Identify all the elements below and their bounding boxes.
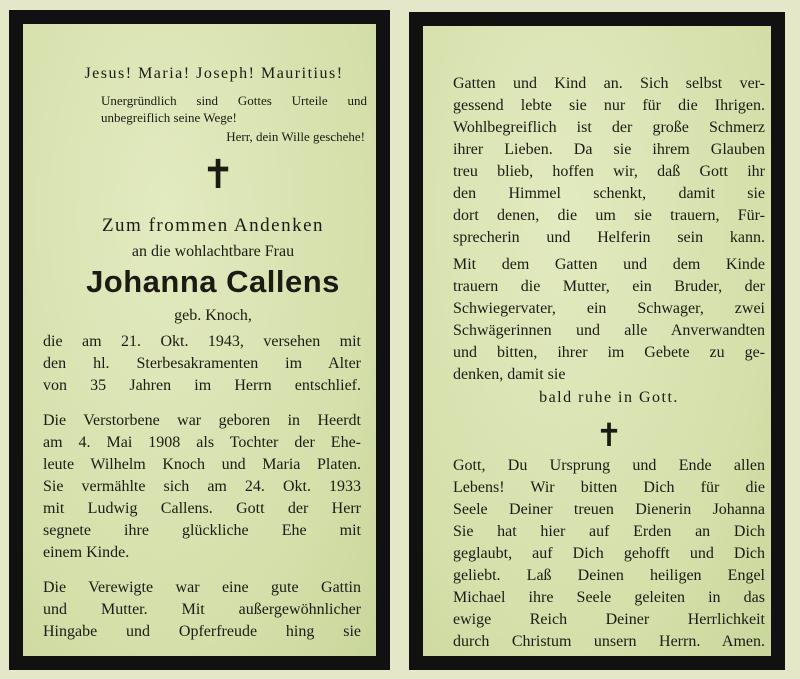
cross-icon: ✝	[201, 152, 235, 198]
text-line: ihrer Lieben. Da sie ihrem Glauben	[453, 141, 765, 158]
prayer-line: durch Christum unsern Herrn. Amen.	[453, 633, 765, 650]
prayer-line: Sie hat hier auf Erden an Dich	[453, 523, 765, 540]
text-line: sprecherin und Helferin sein kann.	[453, 229, 765, 246]
text-line: Hingabe und Opferfreude hing sie	[43, 623, 361, 640]
text-line: Die Verewigte war eine gute Gattin	[43, 579, 361, 596]
text-line: einem Kinde.	[43, 544, 130, 561]
prayer-line: Lebens! Wir bitten Dich für die	[453, 479, 765, 496]
cross-icon: ✝	[595, 416, 623, 454]
memorial-card-right	[409, 12, 785, 670]
prayer-line: geliebt. Laß Deinen heiligen Engel	[453, 567, 765, 584]
rest-line: bald ruhe in Gott.	[539, 389, 679, 406]
prayer-line: Seele Deiner treuen Dienerin Johanna	[453, 501, 765, 518]
text-line: Schwiegervater, ein Schwager, zwei	[453, 300, 765, 317]
prayer-line: ewige Reich Deiner Herrlichkeit	[453, 611, 765, 628]
prayer-line: Gott, Du Ursprung und Ende allen	[453, 457, 765, 474]
text-line: von 35 Jahren im Herrn entschlief.	[43, 377, 361, 394]
text-line: Mit dem Gatten und dem Kinde	[453, 256, 765, 273]
text-line: Sie vermählte sich am 24. Okt. 1933	[43, 478, 361, 495]
text-line: und Mutter. Mit außergewöhnlicher	[43, 601, 361, 618]
memorial-subheading: an die wohlachtbare Frau	[131, 243, 295, 260]
text-line: und bitten, ihrer im Gebete zu ge-	[453, 344, 765, 361]
invocation: Jesus! Maria! Joseph! Mauritius!	[84, 65, 344, 82]
text-line: denken, damit sie	[453, 366, 566, 383]
text-line: dort denen, die um sie trauern, Für-	[453, 207, 765, 224]
quote-line: unbegreiflich seine Wege!	[101, 110, 237, 125]
prayer-line: geglaubt, auf Dich gehofft und Dich	[453, 545, 765, 562]
text-line: Wohlbegreiflich ist der große Schmerz	[453, 119, 765, 136]
text-line: trauern die Mutter, ein Bruder, der	[453, 278, 765, 295]
text-line: leute Wilhelm Knoch und Maria Platen.	[43, 456, 361, 473]
text-line: Die Verstorbene war geboren in Heerdt	[43, 412, 361, 429]
maiden-name: geb. Knoch,	[174, 307, 252, 324]
text-line: gessend lebte sie nur für die Ihrigen.	[453, 97, 765, 114]
text-line: am 4. Mai 1908 als Tochter der Ehe-	[43, 434, 361, 451]
text-line: den hl. Sterbesakramenten im Alter	[43, 355, 361, 372]
text-line: den Himmel schenkt, damit sie	[453, 185, 765, 202]
text-line: die am 21. Okt. 1943, versehen mit	[43, 333, 361, 350]
quote-line: Herr, dein Wille geschehe!	[226, 129, 365, 144]
memorial-heading: Zum frommen Andenken	[101, 215, 325, 236]
text-line: mit Ludwig Callens. Gott der Herr	[43, 500, 361, 517]
text-line: treu blieb, hoffen wir, daß Gott ihr	[453, 163, 765, 180]
prayer-line: Michael ihre Seele geleiten in das	[453, 589, 765, 606]
quote-line: Unergründlich sind Gottes Urteile und	[101, 93, 367, 108]
memorial-card-left	[9, 10, 390, 670]
text-line: Schwägerinnen und alle Anverwandten	[453, 322, 765, 339]
text-line: segnete ihre glückliche Ehe mit	[43, 522, 361, 539]
deceased-name: Johanna Callens	[86, 264, 340, 299]
text-line: Gatten und Kind an. Sich selbst ver-	[453, 75, 765, 92]
